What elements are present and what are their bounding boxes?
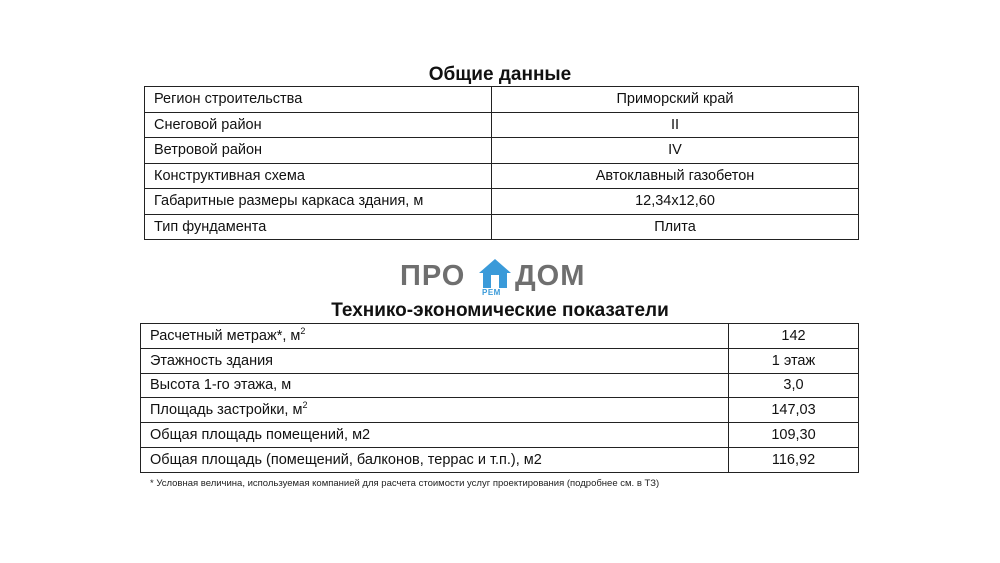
row-value: Плита — [492, 214, 859, 240]
row-label: Площадь застройки, $м^2$ — [141, 398, 729, 423]
table-row — [141, 373, 859, 398]
superscript: 2 — [302, 400, 308, 411]
house-icon — [478, 258, 512, 290]
row-label: Расчетный метраж*, $м^2$ — [141, 324, 729, 349]
logo-text-left: ПРО — [400, 260, 466, 292]
row-value: II — [492, 112, 859, 138]
row-value: IV — [492, 138, 859, 164]
table-row — [141, 324, 859, 349]
row-value: 116,92 — [729, 447, 859, 472]
tech-indicators-title: Технико-экономические показатели — [331, 300, 669, 321]
row-label: Этажность здания — [141, 348, 729, 373]
row-label: Ветровой район — [145, 138, 492, 164]
logo-text-right: ДОМ — [515, 260, 586, 292]
footnote: * Условная величина, используемая компанией для расчета стоимости услуг проектирования (подробнее см. в ТЗ) — [150, 478, 660, 489]
table-row — [141, 447, 859, 472]
general-data-table — [144, 86, 859, 240]
table-row — [141, 348, 859, 373]
row-value: Приморский край — [492, 87, 859, 113]
table-row — [141, 423, 859, 448]
logo-subtext: РЕМ — [482, 288, 501, 297]
row-value: 142 — [729, 324, 859, 349]
table-row — [145, 214, 859, 240]
table-row — [145, 138, 859, 164]
prodom-logo — [400, 258, 600, 304]
table-row — [145, 112, 859, 138]
row-label: Конструктивная схема — [145, 163, 492, 189]
superscript: 2 — [300, 326, 306, 337]
row-value: Автоклавный газобетон — [492, 163, 859, 189]
row-label: Тип фундамента — [145, 214, 492, 240]
row-label: Регион строительства — [145, 87, 492, 113]
row-value: 12,34x12,60 — [492, 189, 859, 215]
table-row — [145, 87, 859, 113]
row-label: Высота 1-го этажа, м — [141, 373, 729, 398]
row-label: Габаритные размеры каркаса здания, м — [145, 189, 492, 215]
row-label: Общая площадь (помещений, балконов, террас и т.п.), м2 — [141, 447, 729, 472]
row-label: Общая площадь помещений, м2 — [141, 423, 729, 448]
table-row — [141, 398, 859, 423]
row-value: 147,03 — [729, 398, 859, 423]
table-row — [145, 163, 859, 189]
general-data-title: Общие данные — [428, 64, 572, 85]
row-value: 1 этаж — [729, 348, 859, 373]
table-row — [145, 189, 859, 215]
tech-indicators-table — [140, 323, 859, 473]
row-value: 109,30 — [729, 423, 859, 448]
row-label: Снеговой район — [145, 112, 492, 138]
row-value: 3,0 — [729, 373, 859, 398]
